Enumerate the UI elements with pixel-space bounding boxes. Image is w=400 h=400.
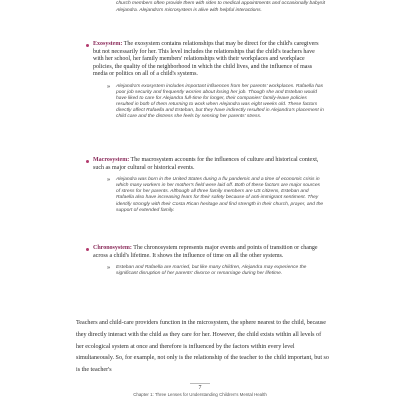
section-definition: The chronosystem represents major events and points of transition or change across a child's lifetime. It shows the influence of time on all the other systems. [93,245,318,259]
section-term: Exosystem: [93,41,123,47]
example-text: Alejandra's exosystem includes important influences from her parents' workplaces. Rafaella has poor job security and frequently worries about losing her job. Though she and Esteban would have liked to care for Alejandra full-time for longer, their companies' family-leave policies resulted in both of them returning to work when Alejandra was eight weeks old. These factors directly affect Rafaella and Esteban, but they have indirectly resulted in Alejandra's placement in child care and the distress she feels by sensing her parents' stress. [116,83,324,120]
example-block [107,84,324,121]
section-exosystem [86,41,324,121]
example-text: Esteban and Rafaella are married, but like many children, Alejandra may experience the significant disruption of her parents' divorce or remarriage during her lifetime. [116,265,307,277]
section-heading [86,245,324,260]
section-definition: The exosystem contains relationships that may be direct for the child's caregivers but not necessarily for her. This level includes the relationships that the child's teachers have with her school, her family members' relationships with their workplaces and workplace policies, the quality of the neighborhood in which the child lives, and the influence of mass media or politics on all of a child's systems. [93,41,319,78]
continued-example-text: church members often provide them with rides to medical appointments and occasionally babysit Alejandra. Alejandra's microsystem is alive with helpful interactions. [116,1,326,13]
page-number: 7 [198,385,202,391]
section-term: Macrosystem: [93,157,130,163]
bullet-icon [86,160,89,163]
section-definition: The macrosystem accounts for the influences of culture and historical context, such as major cultural or historical events. [93,157,319,171]
quote-marker-icon: » [107,265,111,272]
bullet-icon [86,248,89,251]
quote-marker-icon: » [107,83,111,90]
section-term: Chronosystem: [93,245,132,251]
footer-divider [190,383,210,384]
example-text: Alejandra was born in the United States during a flu pandemic and a time of economic crisis in which many workers in her mother's field were laid off. Both of these factors are major sources of stress for her parents. Although all three family members are US citizens, Esteban and Rafaella also have increasing fears for their safety because of anti-immigrant sentiment. They identify strongly with their Costa Rican heritage and find strength in their church, prayer, and the support of extended family. [116,177,324,213]
quote-marker-icon: » [107,177,111,184]
section-macrosystem [86,157,324,214]
example-block [107,177,324,214]
section-heading [86,41,324,79]
body-paragraph: Teachers and child-care providers function in the microsystem, the sphere nearest to the child, because they directly interact with the child as they care for her. However, the child exists within all levels of her ecological system at once and therefore is influenced by the factors within every level simultaneously. So, for example, not only is the relationship of the teacher to the child important, but so is the teacher's [76,320,329,374]
section-chronosystem [86,245,324,277]
bullet-icon [86,44,89,47]
example-block [107,265,324,277]
running-footer: Chapter 1: Three Lenses for Understanding Children's Mental Health [133,392,267,397]
section-heading [86,157,324,172]
